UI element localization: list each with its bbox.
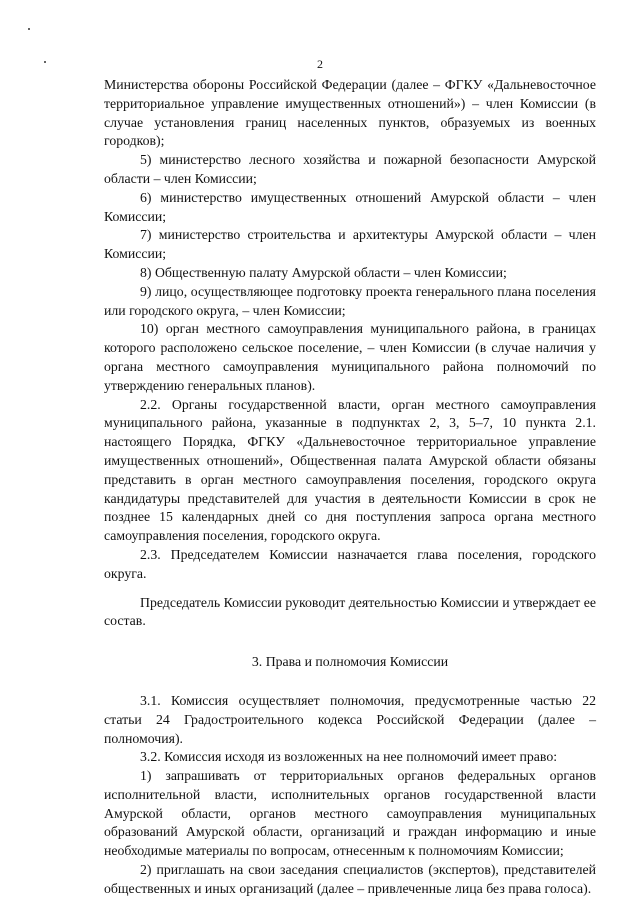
paragraph: 6) министерство имущественных отношений Амурской области – член Комиссии; [104,189,596,224]
paragraph: 9) лицо, осуществляющее подготовку проекта генерального плана поселения или городского округа, – член Комиссии; [104,283,596,318]
scan-speck [28,28,30,30]
page-number: 2 [317,57,323,71]
paragraph: Министерства обороны Российской Федерации (далее – ФГКУ «Дальневосточное территориальное управление имущественных отношений») – член Комиссии (в случае установления границ населенных пунктов, образуемых из военных городков); [104,77,596,149]
paragraph: 7) министерство строительства и архитектуры Амурской области – член Комиссии; [104,227,596,262]
section-heading: 3. Права и полномочия Комиссии [251,654,449,670]
paragraph: 8) Общественную палату Амурской области – член Комиссии; [140,264,507,280]
paragraph: 2.3. Председателем Комиссии назначается глава поселения, городского округа. [104,546,596,581]
paragraph: 3.1. Комиссия осуществляет полномочия, предусмотренные частью 22 статьи 24 Градостроительного кодекса Российской Федерации (далее – полномочия). [104,692,596,746]
paragraph: 10) орган местного самоуправления муниципального района, в границах которого расположено сельское поселение, – член Комиссии (в случае наличия у органа местного самоуправления муниципального района полномочий по утверждению генеральных планов). [104,321,596,393]
paragraph: 2.2. Органы государственной власти, орган местного самоуправления муниципального района, указанные в подпунктах 2, 3, 5–7, 10 пункта 2.1. настоящего Порядка, ФГКУ «Дальневосточное территориальное управление имущественных отношений», Общественная палата Амурской области обязаны представить в орган местного самоуправления поселения, городского округа кандидатуры представителей для участия в деятельности Комиссии в срок не позднее 15 календарных дней со дня поступления запроса органа местного самоуправления поселения, городского округа. [104,396,596,544]
paragraph: 2) приглашать на свои заседания специалистов (экспертов), представителей общественных и иных организаций (далее – привлеченные лица без права голоса). [104,862,596,896]
paragraph: 5) министерство лесного хозяйства и пожарной безопасности Амурской области – член Комиссии; [104,152,596,186]
paragraph: 3.2. Комиссия исходя из возложенных на нее полномочий имеет право: [140,749,558,765]
paragraph: Председатель Комиссии руководит деятельностью Комиссии и утверждает ее состав. [104,594,596,629]
document-body [104,76,596,899]
paragraph: 1) запрашивать от территориальных органов федеральных органов исполнительной власти, исполнительных органов государственной власти Амурской области, органов местного самоуправления муниципальных образований Амурской области, организаций и граждан информацию и иные необходимые материалы по вопросам, отнесенным к полномочиям Комиссии; [104,768,596,859]
